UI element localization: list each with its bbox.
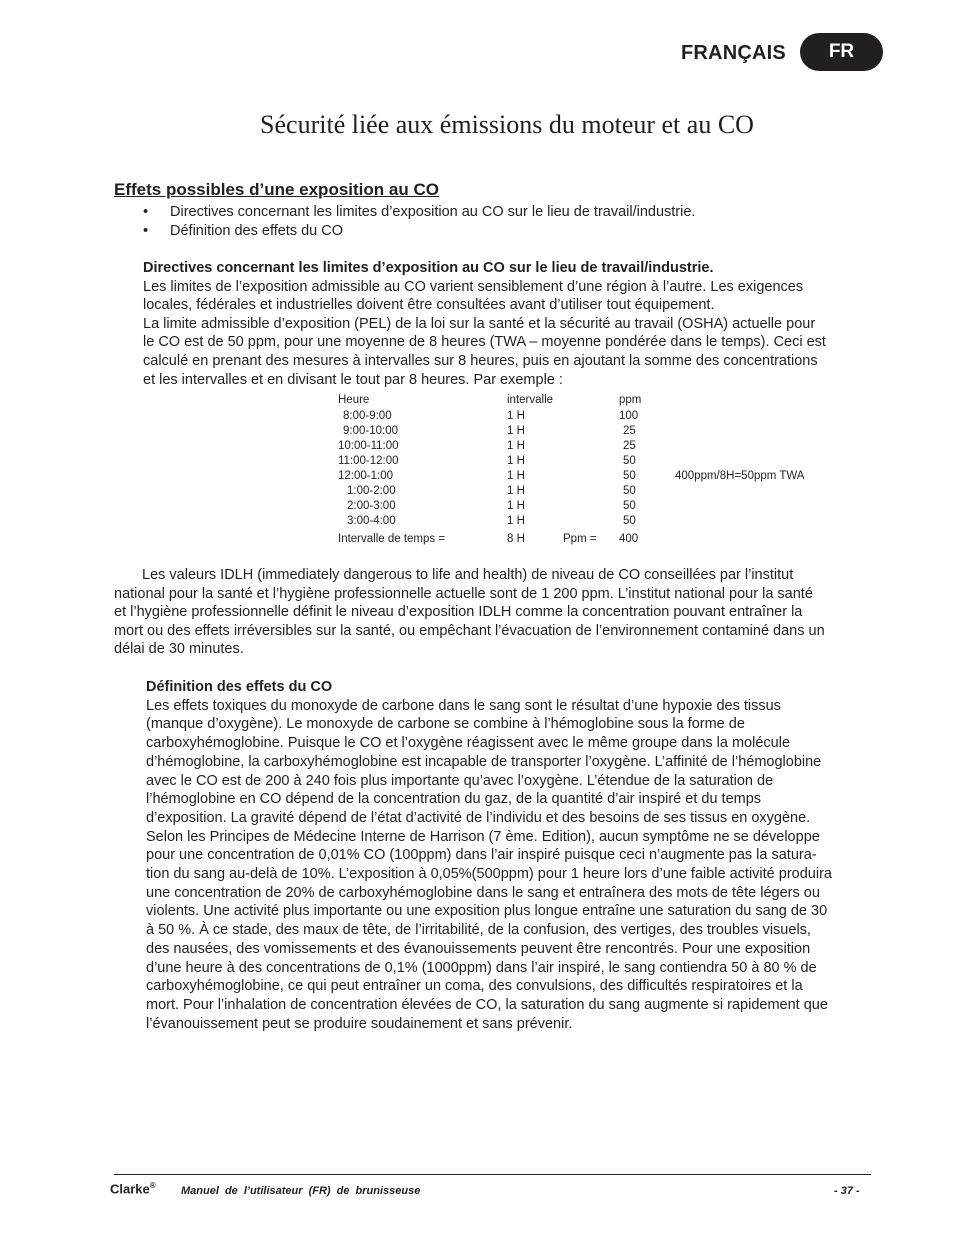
paragraph-line: délai de 30 minutes. (114, 641, 244, 658)
paragraph-line: l’hémoglobine en CO dépend de la concentration du gaz, de la quantité d’air inspiré et du temps (146, 791, 762, 808)
bullet-list (143, 203, 695, 241)
paragraph-line: La limite admissible d’exposition (PEL) de la loi sur la santé et la sécurité au travail (OSHA) actuelle pour (143, 315, 816, 332)
effects-section (146, 678, 872, 1033)
table-cell-hour: 8:00-9:00 (343, 410, 392, 422)
column-header-hour: Heure (338, 394, 370, 406)
table-cell-ppm: 50 (623, 500, 636, 512)
paragraph-line: d’une heure à des concentrations de 0,1% (1000ppm) dans l’air inspiré, le sang contiendra 50 à 80 % de (146, 959, 817, 976)
paragraph-line: d’exposition. La gravité dépend de l’état d’activité de l’individu et des besoins de ses tissus en oxygène. (146, 809, 811, 826)
paragraph-line: avec le CO est de 200 à 240 fois plus importante qu’avec l’oxygène. L’étendue de la saturation de (146, 772, 774, 789)
column-header-ppm: ppm (619, 394, 642, 406)
idlh-paragraph (114, 566, 874, 659)
paragraph-line: le CO est de 50 ppm, pour une moyenne de 8 heures (TWA – moyenne pondérée dans le temps). Ceci est (143, 334, 826, 351)
directives-paragraph (143, 259, 873, 389)
paragraph-line: mort. Pour l’inhalation de concentration élevées de CO, la saturation du sang augmente si rapidement que (146, 996, 828, 1013)
table-cell-ppm: 50 (623, 455, 636, 467)
paragraph-line: locales, fédérales et industrielles doivent être consultées avant d’utiliser tout équipement. (143, 297, 715, 314)
table-cell-ppm: 25 (623, 425, 636, 437)
paragraph-line: mort ou des effets irréversibles sur la santé, ou empêchant l’évacuation de l’environnement contaminé dans un (114, 622, 825, 639)
paragraph-line: violents. Une activité plus importante ou une exposition plus longue entraîne une saturation du sang de 30 (146, 903, 828, 920)
paragraph-line: d’hémoglobine, la carboxyhémoglobine est incapable de transporter l’oxygène. L’affinité de l’hémoglobine (146, 753, 822, 770)
paragraph-line: des nausées, des vomissements et des évanouissements peuvent être rencontrés. Pour une exposition (146, 940, 811, 957)
table-cell-ppm: 50 (623, 470, 636, 482)
table-cell-interval: 1 H (507, 500, 525, 512)
table-cell-interval: 1 H (507, 410, 525, 422)
footer-manual-title: Manuel de l’utilisateur (FR) de brunisseuse (181, 1185, 421, 1197)
paragraph-line: carboxyhémoglobine. Puisque le CO et l’oxygène réagissent avec le même groupe dans la molécule (146, 735, 791, 752)
table-cell-interval: 1 H (507, 425, 525, 437)
page-title: Sécurité liée aux émissions du moteur et au CO (260, 110, 754, 139)
paragraph-line: et l’hygiène professionnelle définit le niveau d’exposition IDLH comme la concentration pouvant entraîner la (114, 604, 803, 621)
paragraph-line: une concentration de 20% de carboxyhémoglobine dans le sang et entraînera des mots de tête légers ou (146, 884, 820, 901)
effects-heading: Définition des effets du CO (146, 679, 333, 695)
directives-heading: Directives concernant les limites d’exposition au CO sur le lieu de travail/industrie. (143, 260, 714, 276)
table-cell-hour: 9:00-10:00 (343, 425, 398, 437)
table-cell-interval: 1 H (507, 455, 525, 467)
paragraph-line: Selon les Principes de Médecine Interne de Harrison (7 ème. Edition), aucun symptôme ne se développe (146, 828, 820, 845)
footer-brand (110, 1181, 156, 1196)
twa-note: 400ppm/8H=50ppm TWA (675, 470, 805, 482)
table-cell-ppm: 50 (623, 485, 636, 497)
page-number: - 37 - (834, 1185, 860, 1197)
section-heading: Effets possibles d’une exposition au CO (114, 180, 439, 199)
paragraph-line: Les limites de l’exposition admissible au CO varient sensiblement d’une région à l’autre. Les exigences (143, 278, 804, 295)
table-cell-hour: 2:00-3:00 (347, 500, 396, 512)
table-cell-hour: 10:00-11:00 (338, 440, 399, 452)
paragraph-line: et les intervalles et en divisant le tout par 8 heures. Par exemple : (143, 371, 563, 388)
total-ppm-label: Ppm = (563, 533, 597, 545)
paragraph-line: national pour la santé et l’hygiène professionnelle actuelle sont de 1 200 ppm. L’institut national pour la santé (114, 585, 813, 602)
table-cell-interval: 1 H (507, 485, 525, 497)
bullet-icon: • (143, 204, 149, 220)
footer-divider (114, 1174, 871, 1175)
table-cell-ppm: 25 (623, 440, 636, 452)
total-label: Intervalle de temps = (338, 533, 446, 545)
total-interval: 8 H (507, 533, 525, 545)
list-item-text: Définition des effets du CO (170, 223, 344, 239)
paragraph-line: pour une concentration de 0,01% CO (100ppm) dans l’air inspiré puisque ceci n’augmente pas la satura- (146, 847, 817, 864)
table-cell-hour: 3:00-4:00 (347, 515, 396, 527)
paragraph-line: Les valeurs IDLH (immediately dangerous to life and health) de niveau de CO conseillées par l’institut (142, 567, 794, 583)
table-cell-ppm: 100 (619, 410, 639, 422)
language-label: FRANÇAIS (681, 42, 786, 64)
table-cell-hour: 1:00-2:00 (347, 485, 396, 497)
language-badge: FR (800, 33, 883, 71)
paragraph-line: à 50 %. À ce stade, des maux de tête, de l’irritabilité, de la confusion, des vertiges, des troubles visuels, (146, 922, 811, 939)
total-ppm: 400 (619, 533, 639, 545)
list-item (143, 203, 695, 222)
list-item (143, 222, 695, 241)
paragraph-line: Les effets toxiques du monoxyde de carbone dans le sang sont le résultat d’une hypoxie des tissus (146, 697, 781, 714)
table-cell-ppm: 50 (623, 515, 636, 527)
bullet-icon: • (143, 223, 149, 239)
paragraph-line: tion du sang au-delà de 10%. L’exposition à 0,05%(500ppm) pour 1 heure lors d’une faible activité produira (146, 866, 832, 883)
table-cell-interval: 1 H (507, 470, 525, 482)
paragraph-line: calculé en prenant des mesures à intervalles sur 8 heures, puis en ajoutant la somme des concentrations (143, 352, 818, 369)
table-cell-interval: 1 H (507, 515, 525, 527)
column-header-interval: intervalle (507, 394, 554, 406)
paragraph-line: carboxyhémoglobine, ce qui peut entraîner un coma, des convulsions, des difficultés respiratoires et la (146, 978, 803, 995)
table-cell-hour: 12:00-1:00 (338, 470, 393, 482)
brand-name: Clarke (110, 1181, 150, 1197)
table-cell-interval: 1 H (507, 440, 525, 452)
paragraph-line: (manque d’oxygène). Le monoxyde de carbone se combine à l’hémoglobine sous la forme de (146, 716, 745, 733)
table-cell-hour: 11:00-12:00 (338, 455, 399, 467)
paragraph-line: l’évanouissement peut se produire soudainement et sans prévenir. (146, 1015, 573, 1032)
registered-mark: ® (149, 1181, 156, 1190)
list-item-text: Directives concernant les limites d’exposition au CO sur le lieu de travail/industrie. (170, 204, 696, 220)
